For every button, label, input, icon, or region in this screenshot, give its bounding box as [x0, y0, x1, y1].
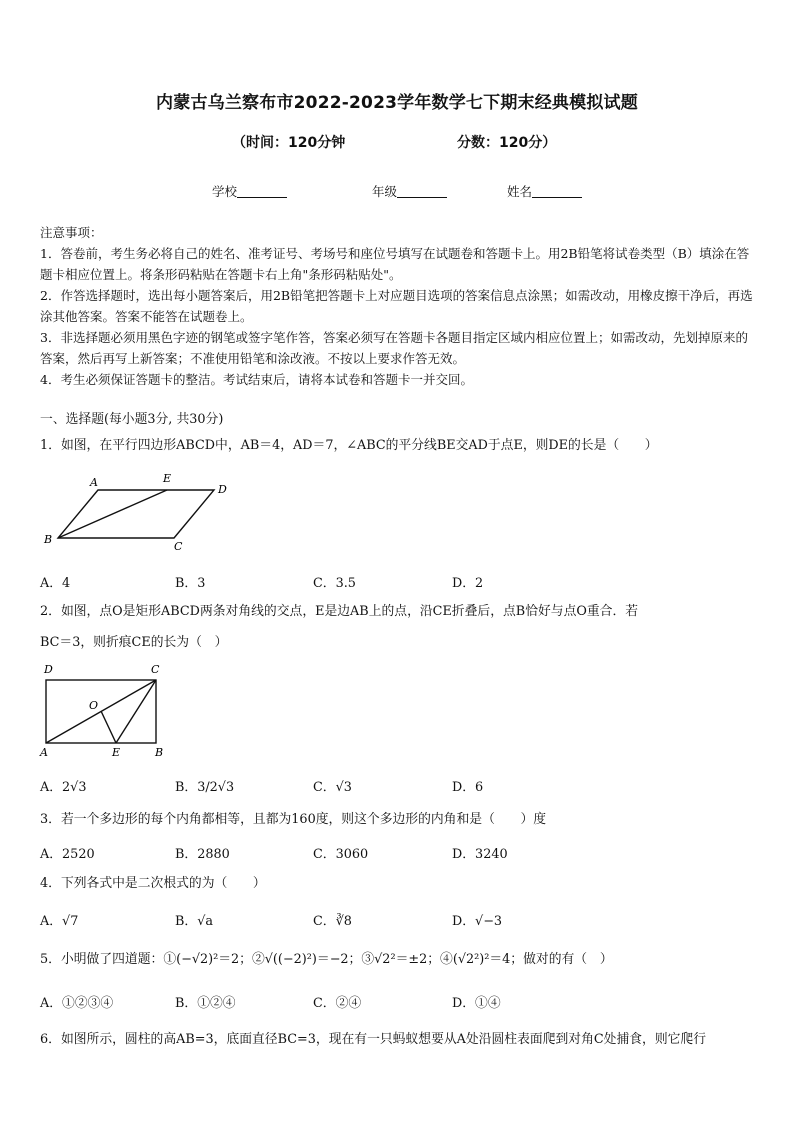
segment-be	[58, 490, 167, 538]
grade-blank	[397, 185, 447, 198]
q5-option-c[interactable]: C．②④	[313, 996, 362, 1011]
label-c: C	[174, 540, 183, 553]
section-heading: 一、选择题(每小题3分, 共30分)	[40, 412, 224, 427]
name-blank	[532, 185, 582, 198]
label-c: C	[151, 663, 160, 676]
question-2-text-line2: BC＝3，则折痕CE的长为（ ）	[40, 635, 228, 650]
label-a: A	[90, 476, 98, 489]
name-label: 姓名	[507, 184, 533, 199]
school-blank	[237, 185, 287, 198]
q3-option-c[interactable]: C．3060	[313, 847, 369, 862]
notice-item: 1．答卷前，考生务必将自己的姓名、准考证号、考场号和座位号填写在试题卷和答题卡上。用2B铅笔将试卷类型（B）填涂在答题卡相应位置上。将条形码粘贴在答题卡右上角"条形码粘贴处"。	[40, 246, 750, 282]
label-o: O	[89, 699, 99, 712]
label-a: A	[40, 746, 48, 759]
q1-option-b[interactable]: B．3	[175, 576, 206, 591]
q2-option-d[interactable]: D．6	[452, 780, 484, 795]
label-b: B	[155, 746, 164, 759]
q3-option-b[interactable]: B．2880	[175, 847, 230, 862]
notice-item: 4．考生必须保证答题卡的整洁。考试结束后，请将本试卷和答题卡一并交回。	[40, 372, 473, 387]
notice-item: 2．作答选择题时，选出每小题答案后，用2B铅笔把答题卡上对应题目选项的答案信息点涂黑；如需改动，用橡皮擦干净后，再选涂其他答案。答案不能答在试题卷上。	[40, 288, 753, 324]
question-2-text-line1: 2．如图，点O是矩形ABCD两条对角线的交点，E是边AB上的点，沿CE折叠后，点B恰好与点O重合．若	[40, 604, 639, 619]
grade-label: 年级	[372, 184, 398, 199]
question-4-text: 4．下列各式中是二次根式的为（ ）	[40, 876, 266, 891]
segment-oe	[101, 711, 116, 743]
score-label: 分数：120分）	[457, 135, 557, 151]
q4-option-b[interactable]: B．√a	[175, 914, 213, 929]
notice-heading: 注意事项：	[40, 225, 103, 240]
q3-option-a[interactable]: A．2520	[40, 847, 95, 862]
label-d: D	[218, 483, 227, 496]
q1-option-a[interactable]: A．4	[40, 576, 71, 591]
name-field	[507, 182, 582, 200]
q4-option-d[interactable]: D．√−3	[452, 914, 503, 929]
q2-option-a[interactable]: A．2√3	[40, 780, 87, 795]
notice-block	[40, 222, 760, 390]
question-3-text: 3．若一个多边形的每个内角都相等，且都为160度，则这个多边形的内角和是（ ）度	[40, 812, 547, 827]
q3-option-d[interactable]: D．3240	[452, 847, 508, 862]
q5-option-b[interactable]: B．①②④	[175, 996, 236, 1011]
school-label: 学校	[212, 184, 238, 199]
time-label: （时间：120分钟	[232, 135, 346, 151]
q4-option-a[interactable]: A．√7	[40, 914, 79, 929]
label-d: D	[44, 663, 53, 676]
school-field	[212, 182, 287, 200]
question-6-text: 6．如图所示，圆柱的高AB=3，底面直径BC=3，现在有一只蚂蚁想要从A处沿圆柱表面爬到对角C处捕食，则它爬行	[40, 1032, 707, 1047]
label-b: B	[44, 533, 53, 546]
q1-option-c[interactable]: C．3.5	[313, 576, 356, 591]
q2-rectangle-figure	[36, 660, 176, 760]
label-e: E	[163, 472, 172, 485]
fold-ce	[116, 680, 156, 743]
q1-option-d[interactable]: D．2	[452, 576, 484, 591]
q5-option-d[interactable]: D．①④	[452, 996, 501, 1011]
q5-option-a[interactable]: A．①②③④	[40, 996, 114, 1011]
q4-option-c[interactable]: C．∛8	[313, 914, 352, 929]
label-e: E	[112, 746, 121, 759]
page-title: 内蒙古乌兰察布市2022-2023学年数学七下期末经典模拟试题	[156, 93, 638, 113]
question-1-text: 1．如图，在平行四边形ABCD中，AB＝4，AD＝7，∠ABC的平分线BE交AD于点E，则DE的长是（ ）	[40, 438, 658, 453]
notice-item: 3．非选择题必须用黑色字迹的钢笔或签字笔作答，答案必须写在答题卡各题目指定区域内相应位置上；如需改动，先划掉原来的答案，然后再写上新答案；不准使用铅笔和涂改液。不按以上要求作答无效。	[40, 330, 748, 366]
q2-option-b[interactable]: B．3/2√3	[175, 780, 235, 795]
q2-option-c[interactable]: C．√3	[313, 780, 352, 795]
grade-field	[372, 182, 447, 200]
parallelogram-abcd	[58, 490, 214, 538]
q1-parallelogram-figure	[40, 470, 240, 556]
question-5-text: 5．小明做了四道题：①(−√2)²＝2；②√((−2)²)＝−2；③√2²＝±2；④(√2²)²＝4；做对的有（ ）	[40, 952, 613, 967]
